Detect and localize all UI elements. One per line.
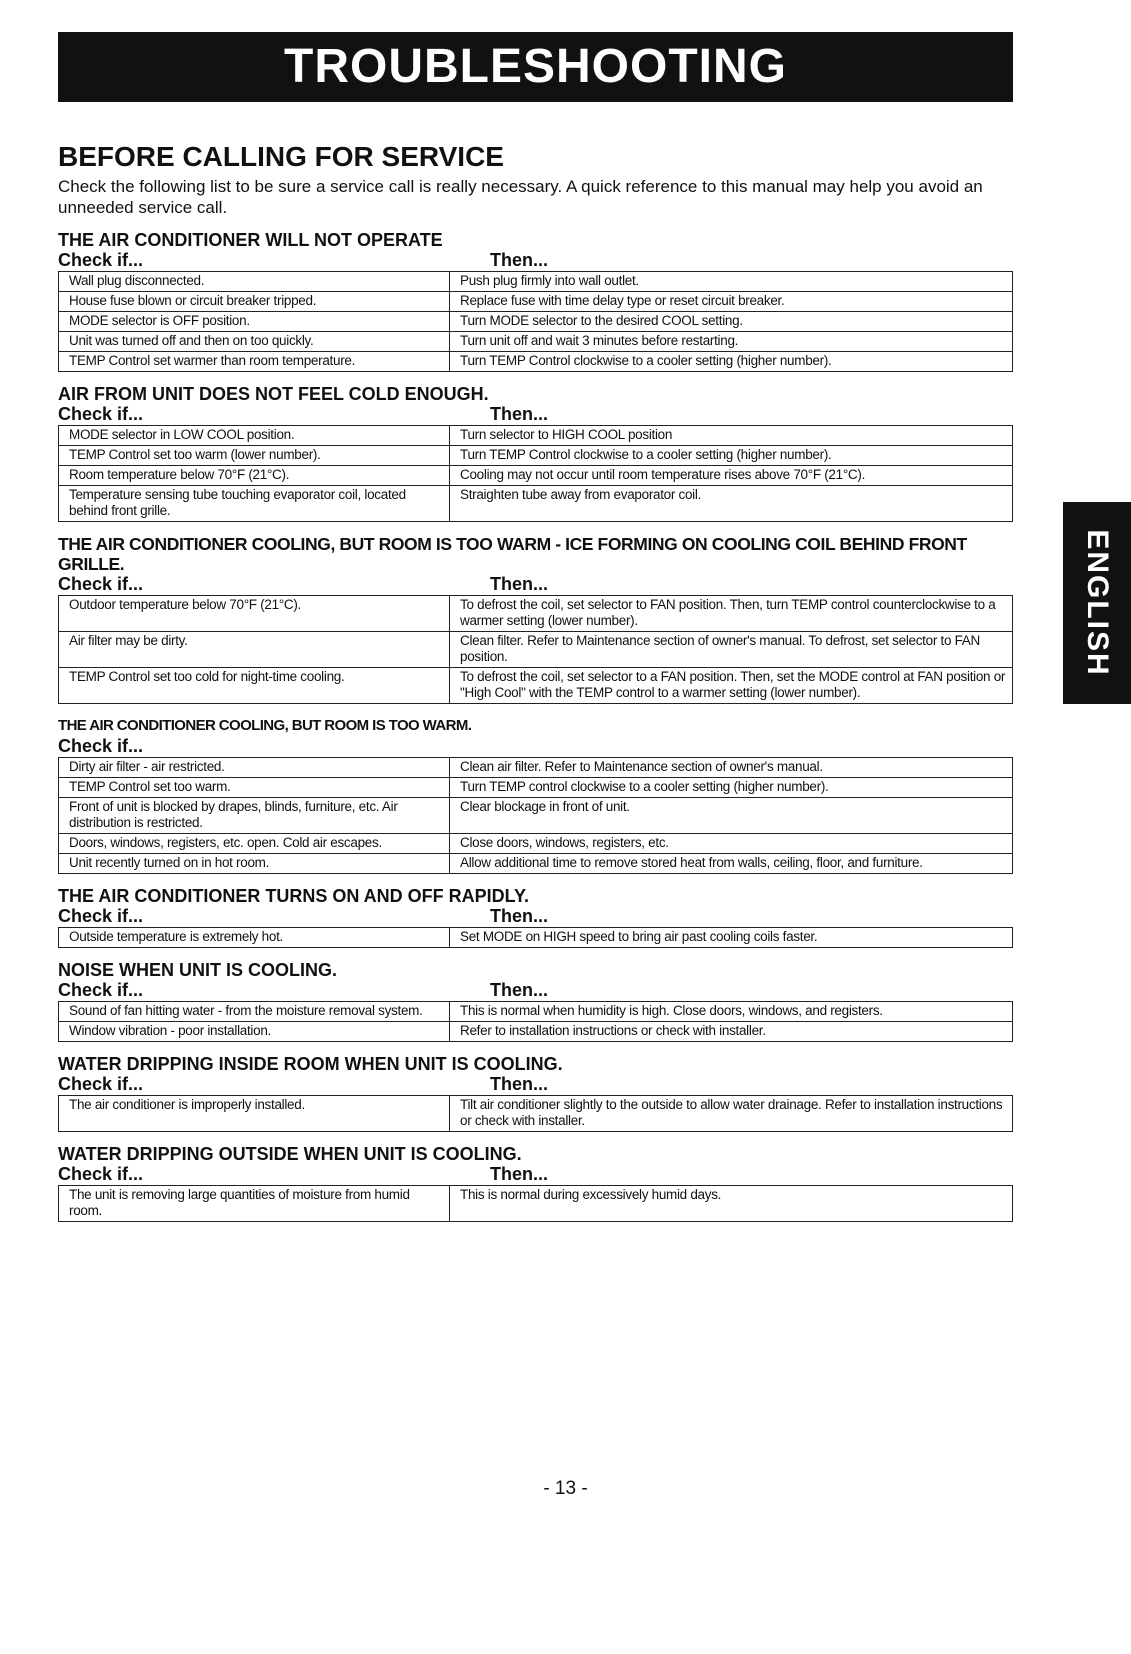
- check-if-label: Check if...: [58, 574, 144, 594]
- then-cell: Turn TEMP Control clockwise to a cooler setting (higher number).: [450, 446, 1013, 466]
- then-cell: Turn TEMP Control clockwise to a cooler setting (higher number).: [450, 352, 1013, 372]
- check-if-label: Check if...: [58, 1164, 144, 1184]
- check-cell: TEMP Control set too cold for night-time cooling.: [59, 668, 450, 704]
- check-cell: MODE selector is OFF position.: [59, 312, 450, 332]
- check-cell: TEMP Control set too warm.: [59, 778, 450, 798]
- language-tab-label: ENGLISH: [1081, 529, 1114, 677]
- table-row: [59, 1096, 1013, 1132]
- troubleshooting-table: [58, 595, 1013, 704]
- then-cell: Push plug firmly into wall outlet.: [450, 272, 1013, 292]
- then-cell: Close doors, windows, registers, etc.: [450, 834, 1013, 854]
- troubleshooting-sections: [58, 230, 1013, 1222]
- then-cell: Turn selector to HIGH COOL position: [450, 426, 1013, 446]
- table-row: [59, 272, 1013, 292]
- table-row: [59, 292, 1013, 312]
- table-row: [59, 834, 1013, 854]
- table-row: [59, 596, 1013, 632]
- check-cell: The unit is removing large quantities of moisture from humid room.: [59, 1186, 450, 1222]
- check-cell: TEMP Control set warmer than room temperature.: [59, 352, 450, 372]
- troubleshooting-table: [58, 757, 1013, 874]
- trouble-section: [58, 960, 1013, 1042]
- table-row: [59, 312, 1013, 332]
- then-cell: This is normal during excessively humid days.: [450, 1186, 1013, 1222]
- language-tab: [1063, 502, 1131, 704]
- table-row: [59, 486, 1013, 522]
- then-cell: Cooling may not occur until room temperature rises above 70°F (21°C).: [450, 466, 1013, 486]
- then-cell: To defrost the coil, set selector to FAN position. Then, turn TEMP control counterclockwise to a warmer setting (lower number).: [450, 596, 1013, 632]
- table-row: [59, 798, 1013, 834]
- troubleshooting-table: [58, 927, 1013, 948]
- column-headers: [58, 980, 1013, 1001]
- then-cell: Set MODE on HIGH speed to bring air past cooling coils faster.: [450, 928, 1013, 948]
- table-row: [59, 446, 1013, 466]
- table-row: [59, 854, 1013, 874]
- section-title: THE AIR CONDITIONER COOLING, BUT ROOM IS TOO WARM - ICE FORMING ON COOLING COIL BEHIND FRONT GRILLE.: [58, 534, 967, 574]
- trouble-section: [58, 716, 1013, 874]
- column-headers: [58, 250, 1013, 271]
- section-title: THE AIR CONDITIONER COOLING, BUT ROOM IS TOO WARM.: [58, 717, 472, 734]
- trouble-section: [58, 384, 1013, 522]
- then-cell: Tilt air conditioner slightly to the outside to allow water drainage. Refer to installation instructions or check with installer.: [450, 1096, 1013, 1132]
- section-title: THE AIR CONDITIONER WILL NOT OPERATE: [58, 230, 443, 250]
- check-cell: Dirty air filter - air restricted.: [59, 758, 450, 778]
- then-label: Then...: [490, 980, 548, 1000]
- then-cell: Straighten tube away from evaporator coil.: [450, 486, 1013, 522]
- table-row: [59, 426, 1013, 446]
- table-row: [59, 928, 1013, 948]
- page-title: TROUBLESHOOTING: [58, 32, 1013, 102]
- table-row: [59, 778, 1013, 798]
- page-number: - 13 -: [543, 1478, 588, 1499]
- then-cell: Refer to installation instructions or check with installer.: [450, 1022, 1013, 1042]
- check-cell: MODE selector in LOW COOL position.: [59, 426, 450, 446]
- column-headers: [58, 404, 1013, 425]
- check-if-label: Check if...: [58, 1074, 144, 1094]
- then-label: Then...: [490, 574, 548, 594]
- check-cell: The air conditioner is improperly installed.: [59, 1096, 450, 1132]
- column-headers: [58, 1074, 1013, 1095]
- section-title: WATER DRIPPING INSIDE ROOM WHEN UNIT IS COOLING.: [58, 1054, 563, 1074]
- check-cell: Doors, windows, registers, etc. open. Cold air escapes.: [59, 834, 450, 854]
- check-cell: Air filter may be dirty.: [59, 632, 450, 668]
- then-label: Then...: [490, 250, 548, 270]
- then-cell: Clear blockage in front of unit.: [450, 798, 1013, 834]
- check-cell: House fuse blown or circuit breaker tripped.: [59, 292, 450, 312]
- then-label: Then...: [490, 906, 548, 926]
- then-cell: Clean air filter. Refer to Maintenance section of owner's manual.: [450, 758, 1013, 778]
- table-row: [59, 1022, 1013, 1042]
- column-headers: [58, 736, 1013, 757]
- check-cell: TEMP Control set too warm (lower number).: [59, 446, 450, 466]
- trouble-section: [58, 1054, 1013, 1132]
- check-cell: Unit recently turned on in hot room.: [59, 854, 450, 874]
- troubleshooting-table: [58, 1095, 1013, 1132]
- troubleshooting-table: [58, 425, 1013, 522]
- check-cell: Unit was turned off and then on too quickly.: [59, 332, 450, 352]
- check-if-label: Check if...: [58, 404, 144, 424]
- check-cell: Window vibration - poor installation.: [59, 1022, 450, 1042]
- trouble-section: [58, 534, 1013, 704]
- troubleshooting-table: [58, 1001, 1013, 1042]
- trouble-section: [58, 886, 1013, 948]
- table-row: [59, 632, 1013, 668]
- troubleshooting-table: [58, 271, 1013, 372]
- table-row: [59, 1186, 1013, 1222]
- then-cell: To defrost the coil, set selector to a FAN position. Then, set the MODE control at FAN position or "High Cool" with the TEMP control to a warmer setting (lower number).: [450, 668, 1013, 704]
- check-cell: Outdoor temperature below 70°F (21°C).: [59, 596, 450, 632]
- section-title: NOISE WHEN UNIT IS COOLING.: [58, 960, 338, 980]
- content: [58, 140, 1013, 1222]
- check-cell: Room temperature below 70°F (21°C).: [59, 466, 450, 486]
- section-title: WATER DRIPPING OUTSIDE WHEN UNIT IS COOLING.: [58, 1144, 522, 1164]
- then-cell: This is normal when humidity is high. Close doors, windows, and registers.: [450, 1002, 1013, 1022]
- then-cell: Turn TEMP control clockwise to a cooler setting (higher number).: [450, 778, 1013, 798]
- column-headers: [58, 1164, 1013, 1185]
- check-cell: Sound of fan hitting water - from the moisture removal system.: [59, 1002, 450, 1022]
- troubleshooting-table: [58, 1185, 1013, 1222]
- table-row: [59, 1002, 1013, 1022]
- then-cell: Replace fuse with time delay type or reset circuit breaker.: [450, 292, 1013, 312]
- check-cell: Temperature sensing tube touching evaporator coil, located behind front grille.: [59, 486, 450, 522]
- check-if-label: Check if...: [58, 906, 144, 926]
- section-heading: BEFORE CALLING FOR SERVICE: [58, 141, 504, 172]
- check-if-label: Check if...: [58, 980, 144, 1000]
- intro-text: Check the following list to be sure a service call is really necessary. A quick reference to this manual may help you avoid an unneeded service call.: [58, 177, 983, 217]
- section-title: THE AIR CONDITIONER TURNS ON AND OFF RAPIDLY.: [58, 886, 530, 906]
- check-cell: Wall plug disconnected.: [59, 272, 450, 292]
- column-headers: [58, 906, 1013, 927]
- check-if-label: Check if...: [58, 250, 144, 270]
- table-row: [59, 758, 1013, 778]
- then-label: Then...: [490, 404, 548, 424]
- then-label: Then...: [490, 1074, 548, 1094]
- then-cell: Allow additional time to remove stored heat from walls, ceiling, floor, and furniture.: [450, 854, 1013, 874]
- then-cell: Turn unit off and wait 3 minutes before restarting.: [450, 332, 1013, 352]
- table-row: [59, 668, 1013, 704]
- table-row: [59, 332, 1013, 352]
- trouble-section: [58, 230, 1013, 372]
- check-if-label: Check if...: [58, 736, 144, 756]
- then-label: Then...: [490, 1164, 548, 1184]
- section-title: AIR FROM UNIT DOES NOT FEEL COLD ENOUGH.: [58, 384, 489, 404]
- table-row: [59, 352, 1013, 372]
- then-cell: Turn MODE selector to the desired COOL setting.: [450, 312, 1013, 332]
- check-cell: Outside temperature is extremely hot.: [59, 928, 450, 948]
- trouble-section: [58, 1144, 1013, 1222]
- column-headers: [58, 574, 1013, 595]
- check-cell: Front of unit is blocked by drapes, blinds, furniture, etc. Air distribution is restricted.: [59, 798, 450, 834]
- table-row: [59, 466, 1013, 486]
- then-cell: Clean filter. Refer to Maintenance section of owner's manual. To defrost, set selector to FAN position.: [450, 632, 1013, 668]
